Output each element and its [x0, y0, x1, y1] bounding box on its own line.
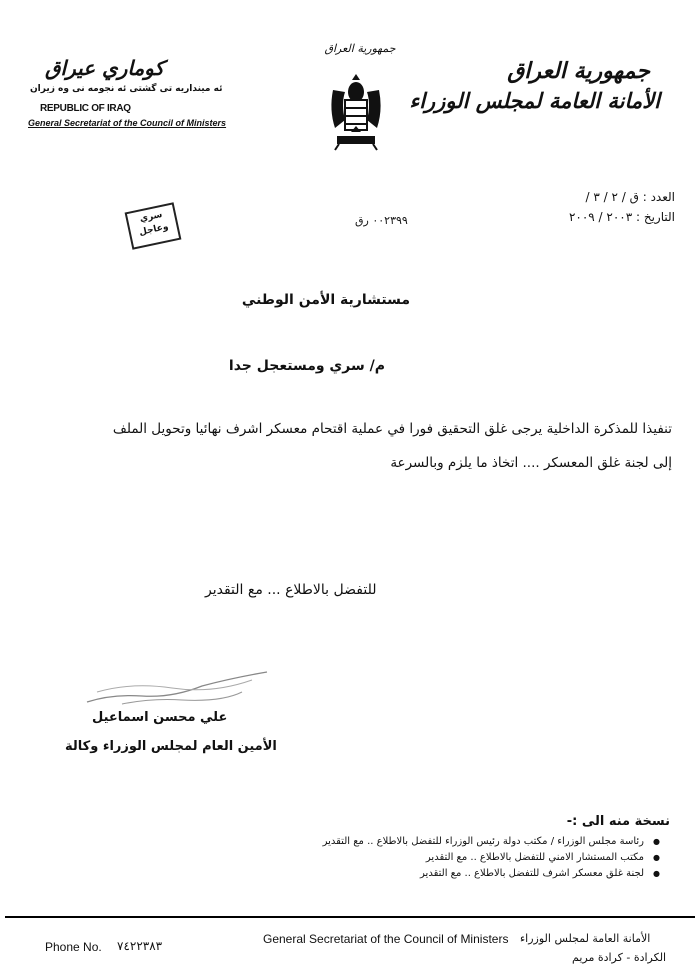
footer-secretariat-english: General Secretariat of the Council of Ministers — [263, 932, 509, 946]
addressee: مستشارية الأمن الوطني — [241, 292, 410, 308]
incoming-number: ٠٠٢٣٩٩ رق — [355, 214, 408, 227]
signatory-title: الأمين العام لمجلس الوزراء وكالة — [65, 739, 277, 754]
body-paragraph-line-2: إلى لجنة غلق المعسكر .... اتخاذ ما يلزم وبالسرعة — [390, 455, 672, 471]
ministry-name: جمهورية العراق — [507, 58, 650, 84]
footer-divider — [5, 916, 695, 918]
subject-line: م/ سري ومستعجل جدا — [228, 358, 385, 374]
kurdish-secretariat-name: ئه مینداریه تی گشتی ئه نجومه نی وه زیران — [30, 84, 223, 94]
copy-recipient: لجنة غلق معسكر اشرف للتفضل بالاطلاع .. مع التقدير ● — [240, 866, 660, 882]
english-secretariat-name: General Secretariat of the Council of Ministers — [28, 118, 227, 128]
reference-number: العدد : ق / ٢ / ٣ / — [585, 190, 675, 204]
eagle-emblem-icon — [325, 70, 387, 152]
copy-recipient: مكتب المستشار الامني للتفضل بالاطلاع .. مع التقدير ● — [240, 850, 660, 866]
footer-secretariat-arabic: الأمانة العامة لمجلس الوزراء — [520, 932, 651, 945]
signatory-name: علي محسن اسماعيل — [92, 710, 228, 725]
kurdish-country-name: كوماري عيراق — [45, 56, 165, 80]
classification-stamp — [125, 202, 182, 250]
copies-list — [240, 834, 660, 882]
stamp-line-1: سري — [138, 209, 164, 225]
copy-recipient: رئاسة مجلس الوزراء / مكتب دولة رئيس الوزراء للتفضل بالاطلاع .. مع التقدير ● — [240, 834, 660, 850]
english-country-name: REPUBLIC OF IRAQ — [40, 103, 131, 114]
ministry-subtitle: الأمانة العامة لمجلس الوزراء — [409, 88, 660, 113]
body-paragraph-line-1: تنفيذا للمذكرة الداخلية يرجى غلق التحقيق فورا في عملية اقتحام معسكر اشرف نهائيا وتحويل الملف — [112, 421, 672, 437]
closing-phrase: للتفضل بالاطلاع ... مع التقدير — [205, 582, 377, 598]
signature-scribble-icon — [82, 664, 272, 714]
stamp-line-2: وعاجل — [138, 221, 170, 238]
phone-label: Phone No. — [45, 940, 102, 954]
footer-address: الكرادة - كرادة مريم — [572, 951, 667, 964]
document-date: التاريخ : ٢٠٠٣ / ٢٠٠٩ — [568, 210, 675, 224]
emblem-caption: جمهورية العراق — [324, 42, 396, 55]
copies-heading: نسخة منه الى :- — [566, 814, 670, 829]
phone-number: ٧٤٢٢٣٨٣ — [117, 939, 163, 953]
